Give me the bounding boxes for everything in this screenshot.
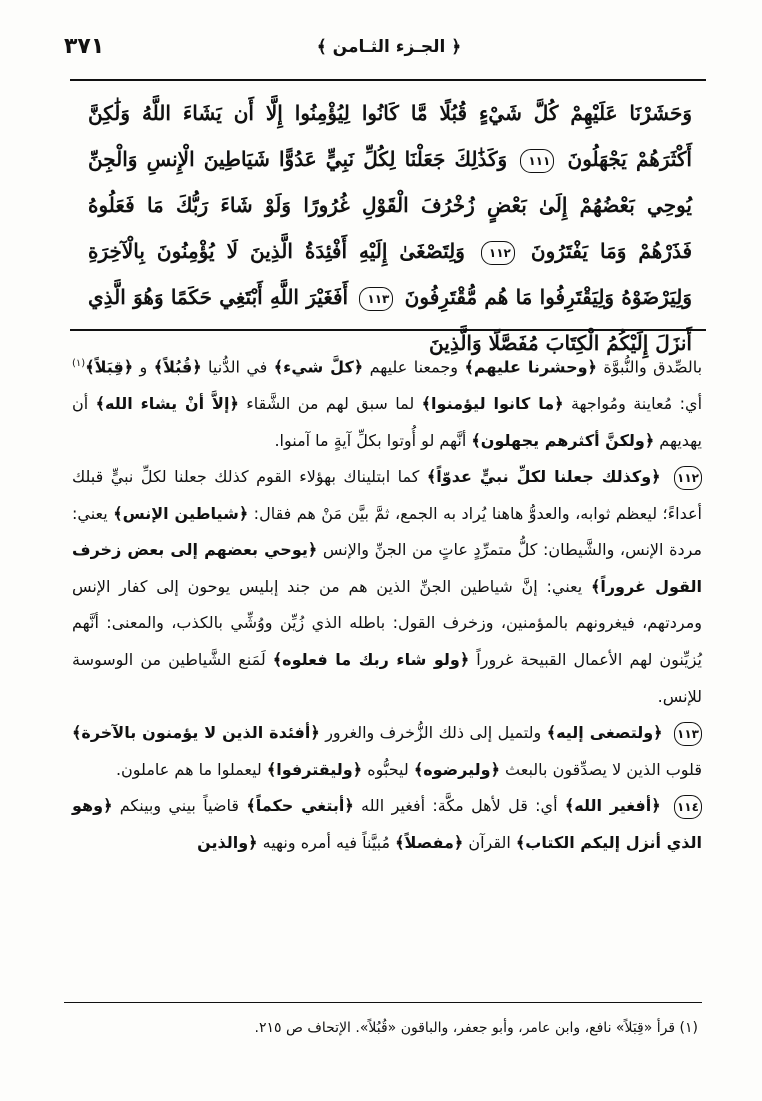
verse-number-marker: ١١٢ bbox=[674, 466, 702, 490]
commentary-block bbox=[72, 346, 702, 862]
commentary-text: يعني: مردة الإنس، والشَّيطان: كلُّ متمرِّدٍ عاتٍ من الجنِّ والإنس bbox=[72, 503, 703, 560]
page-number: ٣٧١ bbox=[64, 34, 105, 59]
quran-verse-text: أَفَغَيْرَ اللَّهِ أَبْتَغِي حَكَمًا وَهُوَ الَّذِي أَنزَلَ إِلَيْكُمُ الْكِتَابَ مُفَصَّلًا وَالَّذِينَ bbox=[88, 285, 692, 355]
commentary-text: قلوب الذين لا يصدِّقون بالبعث bbox=[505, 759, 702, 779]
verse-number-marker: ١١١ bbox=[520, 149, 554, 173]
verse-number-marker: ١١٤ bbox=[674, 795, 702, 819]
quoted-phrase: ﴿وهو الذي أنزل إليكم الكتاب﴾ bbox=[72, 796, 702, 853]
quoted-phrase: ﴿أبتغي حكماً﴾ bbox=[246, 796, 354, 816]
quoted-phrase: ﴿والذين bbox=[197, 833, 258, 853]
commentary-text: أن يهديهم bbox=[72, 393, 702, 450]
commentary-text: بالصِّدق والنُّبوَّة bbox=[603, 357, 703, 377]
commentary-text: في الدُّنيا bbox=[208, 357, 268, 377]
commentary-paragraph bbox=[72, 788, 702, 861]
quran-verse-text: وَكَذَٰلِكَ جَعَلْنَا لِكُلِّ نَبِيٍّ عَدُوًّا شَيَاطِينَ الْإِنسِ وَالْجِنِّ يُوحِي بَعْضُهُمْ إِلَىٰ بَعْضٍ زُخْرُفَ الْقَوْلِ غُرُورًا وَلَوْ شَاءَ رَبُّكَ مَا فَعَلُوهُ فَذَرْهُمْ وَمَا يَفْتَرُونَ bbox=[88, 147, 693, 263]
quoted-phrase: ﴿إلاَّ أنْ يشاء الله﴾ bbox=[95, 393, 239, 413]
commentary-text: قاضياً بيني وبينكم bbox=[119, 796, 240, 816]
quran-text-block bbox=[88, 90, 692, 366]
commentary-text: أي: قل لأهل مكَّة: أفغير الله bbox=[361, 796, 558, 816]
footnote-rule bbox=[64, 1002, 702, 1003]
commentary-text: مُبيَّناً فيه أمره ونهيه bbox=[262, 833, 391, 853]
commentary-paragraph bbox=[72, 715, 702, 788]
commentary-text: ليحبُّوه bbox=[367, 759, 409, 779]
quoted-phrase: ﴿ولكنَّ أكثرهم يجهلون﴾ bbox=[471, 430, 655, 450]
page-header bbox=[64, 28, 714, 68]
commentary-text: ليعملوا ما هم عاملون. bbox=[115, 759, 262, 779]
quoted-phrase: ﴿وحشرنا عليهم﴾ bbox=[464, 357, 597, 377]
verse-number-marker: ١١٣ bbox=[674, 722, 702, 746]
quoted-phrase: ﴿ولتصغى إليه﴾ bbox=[546, 723, 663, 743]
quoted-phrase: ﴿يوحي بعضهم إلى بعض زخرف القول غروراً﴾ bbox=[72, 540, 703, 596]
commentary-text: يعني: إنَّ شياطين الجنِّ الذين هم من جند إبليس يوحون إلى كفار الإنس ومردتهم، فيغرونهم بالمؤمنين، وزخرف القول: باطله الذي زُيِّن ووُشِّي بالكذب، والمعنى: أنَّهم يُزيِّنون لهم الأعمال القبيحة غروراً bbox=[72, 576, 702, 670]
commentary-paragraph bbox=[72, 459, 702, 715]
footnote-number: (١) bbox=[679, 1020, 698, 1036]
quoted-phrase: ﴿شياطين الإنس﴾ bbox=[113, 503, 249, 523]
quoted-phrase: ﴿أفغير الله﴾ bbox=[564, 796, 661, 816]
commentary-text: ولتميل إلى ذلك الزُّخرف والغرور bbox=[325, 723, 542, 743]
footnote-reference[interactable]: (١) bbox=[72, 358, 86, 369]
commentary-text: وجمعنا عليهم bbox=[369, 357, 458, 377]
commentary-text: و bbox=[139, 357, 148, 377]
commentary-text: لما سبق لهم من الشَّقاء bbox=[246, 393, 415, 413]
quoted-phrase: ﴿قِبَلاً﴾ bbox=[85, 357, 134, 377]
quoted-phrase: ﴿قُبُلاً﴾ bbox=[153, 357, 202, 377]
quoted-phrase: ﴿وليرضوه﴾ bbox=[413, 759, 500, 779]
footnote bbox=[88, 1014, 698, 1042]
quran-verse-text: وَلِتَصْغَىٰ إِلَيْهِ أَفْئِدَةُ الَّذِينَ لَا يُؤْمِنُونَ بِالْآخِرَةِ وَلِيَرْضَوْهُ وَلِيَقْتَرِفُوا مَا هُم مُّقْتَرِفُونَ bbox=[88, 239, 692, 309]
commentary-paragraph bbox=[72, 346, 702, 459]
quoted-phrase: ﴿مفصلاً﴾ bbox=[395, 833, 464, 853]
commentary-text: القرآن bbox=[468, 833, 511, 853]
quoted-phrase: ﴿كلَّ شيء﴾ bbox=[273, 357, 364, 377]
verse-number-marker: ١١٣ bbox=[359, 287, 393, 311]
commentary-text: أنَّهم لو أُوتوا بكلِّ آيةٍ ما آمنوا. bbox=[274, 430, 467, 450]
quoted-phrase: ﴿وكذلك جعلنا لكلِّ نبيٍّ عدوّاً﴾ bbox=[426, 467, 661, 487]
commentary-text: كما ابتليناك بهؤلاء القوم كذلك جعلنا لكلِّ نبيٍّ قبلك أعداءً؛ ليعظم ثوابه، والعدوُّ هاهنا يُراد به الجمع، ثمَّ بيَّن مَنْ هم فقال: bbox=[72, 467, 703, 523]
commentary-text: أي: مُعاينة ومُواجهة bbox=[570, 393, 703, 413]
verse-number-marker: ١١٢ bbox=[481, 241, 515, 265]
footnote-text: قرأ «قِبَلاً» نافع، وابن عامر، وأبو جعفر، والباقون «قُبُلاً». الإتحاف ص ٢١٥. bbox=[254, 1020, 676, 1036]
quran-verse-text: وَحَشَرْنَا عَلَيْهِمْ كُلَّ شَيْءٍ قُبُلًا مَّا كَانُوا لِيُؤْمِنُوا إِلَّا أَن يَشَاءَ اللَّهُ وَلَٰكِنَّ أَكْثَرَهُمْ يَجْهَلُونَ bbox=[88, 101, 692, 171]
quoted-phrase: ﴿أفئدة الذين لا يؤمنون بالآخرة﴾ bbox=[72, 723, 320, 743]
commentary-text: لَمَنع الشَّياطين من الوسوسة للإنس. bbox=[72, 650, 702, 706]
quoted-phrase: ﴿ما كانوا ليؤمنوا﴾ bbox=[421, 393, 564, 413]
quoted-phrase: ﴿ولو شاء ربك ما فعلوه﴾ bbox=[272, 650, 470, 670]
section-rule bbox=[70, 329, 706, 331]
header-rule bbox=[70, 79, 706, 81]
part-title: ﴿ الجـزء الثـامن ﴾ bbox=[316, 37, 462, 57]
quoted-phrase: ﴿وليقترفوا﴾ bbox=[266, 759, 363, 779]
